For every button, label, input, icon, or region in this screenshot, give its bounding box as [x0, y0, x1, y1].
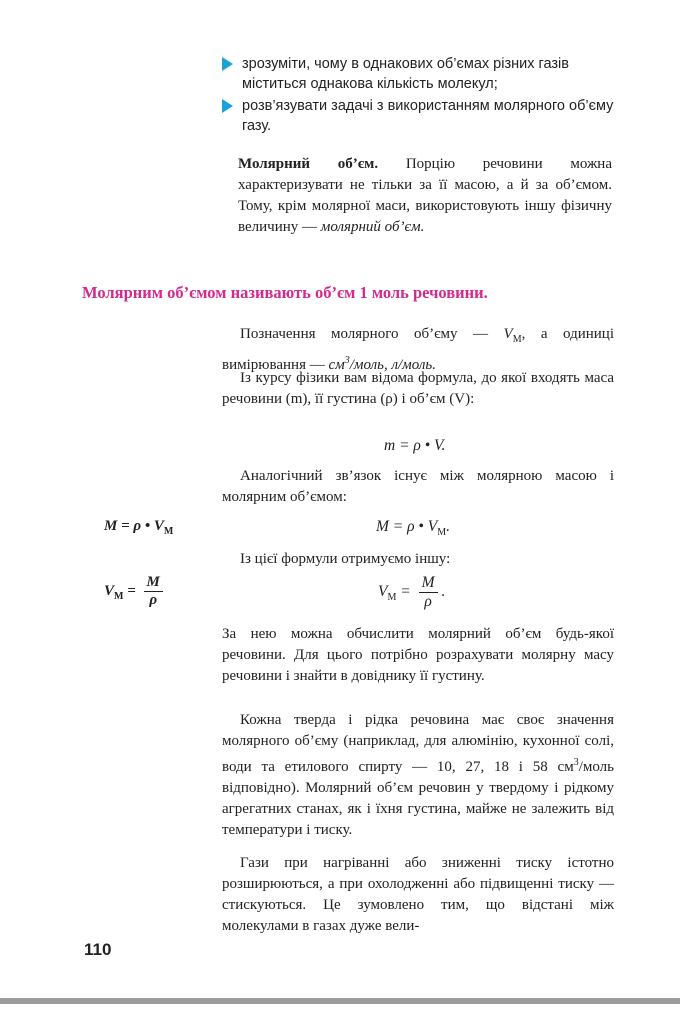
page-number: 110	[84, 940, 112, 959]
bullet-arrow-icon	[222, 57, 233, 71]
footer-divider	[0, 998, 680, 1004]
bullet-arrow-icon	[222, 99, 233, 113]
paragraph-physics-formula: Із курсу фізики вам відома формула, до якої входять маса речовини (m), її густина (ρ) і об’єм (V):	[222, 370, 614, 407]
paragraph-gases: Гази при нагріванні або зниженні тиску істотно розширюються, а при охолодженні або підвищенні тиску — стискуються. Це зумовлено тим, що відстані між молекулами в газах дуже вели-	[222, 855, 614, 934]
goal-item	[222, 96, 622, 136]
paragraph-analogy: Аналогічний зв’язок існує між молярною масою і молярним об’ємом:	[222, 468, 614, 505]
paragraph-calculation: За нею можна обчислити молярний об’єм будь-якої речовини. Для цього потрібно розрахувати молярну масу речовини і знайти в довіднику її густину.	[222, 626, 614, 684]
goal-item	[222, 54, 622, 94]
intro-paragraph	[238, 154, 612, 238]
intro-text: Порцію речовини можна характеризувати не тільки за її масою, а й за об’ємом. Тому, крім молярної маси, використовують іншу фізичну величину —	[238, 156, 612, 235]
goal-text: розв’язувати задачі з використанням молярного об’єму газу.	[242, 98, 614, 134]
formula-mass-density: m = ρ • V.	[384, 437, 446, 454]
definition-heading: Молярним об’ємом називають об’єм 1 моль речовини.	[82, 283, 488, 302]
intro-term: Молярний об’єм.	[238, 156, 379, 172]
formula-molar-volume: $V_M$ = $\frac{M}{\rho}$ .	[378, 574, 446, 610]
intro-term-italic: молярний об’єм.	[320, 219, 425, 235]
formula-molar-mass: M = ρ • $V_M$.	[376, 518, 450, 539]
paragraph-derive: Із цієї формули отримуємо іншу:	[240, 551, 451, 567]
paragraph-notation: Позначення молярного об’єму — $V_M$, а одиниці вимірювання — $см^3$/моль, л/моль.	[222, 326, 615, 373]
paragraph-solids-liquids: Кожна тверда і рідка речовина має своє значення молярного об’єму (наприклад, для алюмінію, кухонної солі, води та етилового спирту — 10, 27, 18 і 58 $см^3$/моль відповідно). Молярний об’єм речовин у твердому і рідкому агрегатних станах, як і їхня густина, майже не залежить від температури і тиску.	[222, 712, 614, 838]
goal-text: зрозуміти, чому в однакових об’ємах різних газів міститься однакова кількість молекул;	[242, 56, 569, 92]
side-formula-molar-volume: $V_M$ = $\frac{M}{\rho}$	[104, 574, 167, 609]
learning-goals	[222, 54, 622, 138]
side-formula-molar-mass: M = ρ • $V_M$	[104, 518, 174, 537]
